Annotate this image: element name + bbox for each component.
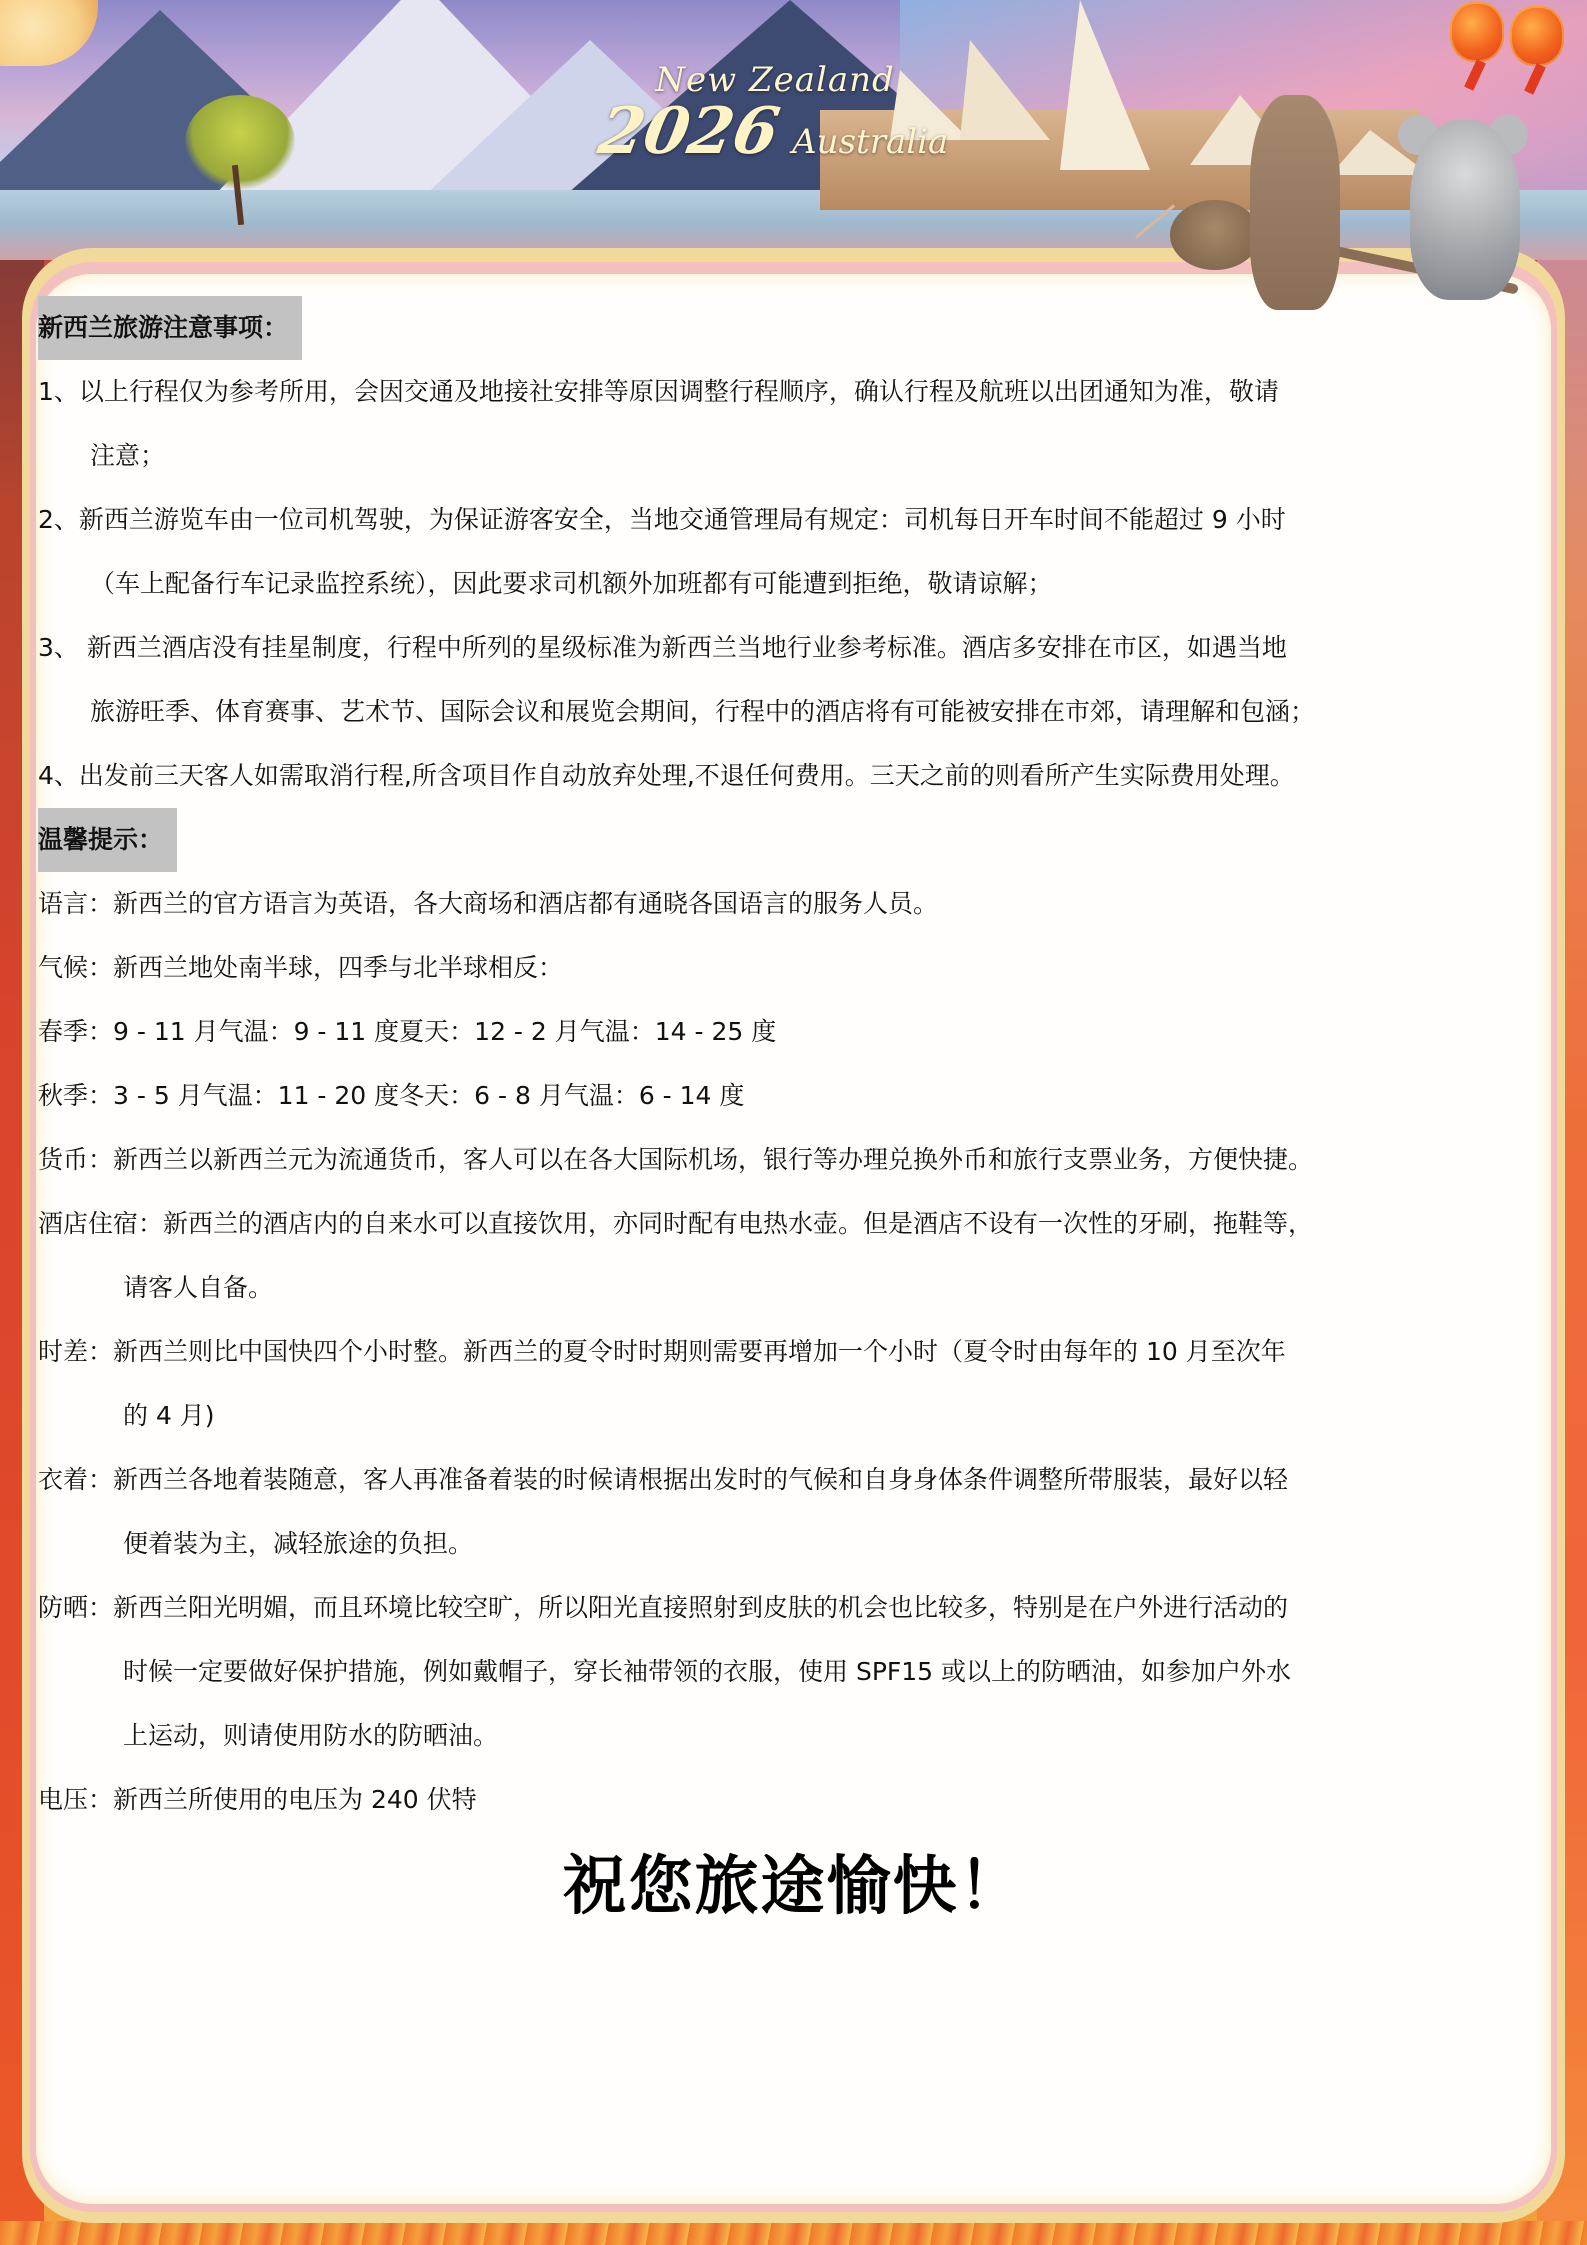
tip-hotel-line2: 请客人自备。 <box>123 1273 274 1302</box>
tips-heading: 温馨提示： <box>38 808 177 872</box>
banner-title <box>593 60 949 169</box>
tip-timezone-line1: 时差：新西兰则比中国快四个小时整。新西兰的夏令时时期则需要再增加一个小时（夏令时由每年的 10 月至次年 <box>38 1337 1286 1366</box>
tip-hotel-line1: 酒店住宿：新西兰的酒店内的自来水可以直接饮用，亦同时配有电热水壶。但是酒店不设有一次性的牙刷，拖鞋等， <box>38 1209 1314 1238</box>
kangaroo-image <box>1250 95 1340 310</box>
tip-clothing-line2: 便着装为主，减轻旅途的负担。 <box>123 1529 474 1558</box>
red-lantern-icon <box>1450 2 1504 62</box>
banner-title-australia: Australia <box>792 122 949 162</box>
notice-item-4-line1: 4、出发前三天客人如需取消行程,所含项目作自动放弃处理,不退任何费用。三天之前的则看所产生实际费用处理。 <box>38 761 1295 790</box>
red-lantern-icon <box>1510 6 1564 66</box>
koala-image <box>1410 120 1520 300</box>
tip-autumn-winter: 秋季：3 - 5 月气温：11 - 20 度冬天：6 - 8 月气温：6 - 14 度 <box>38 1081 745 1110</box>
tip-clothing-line1: 衣着：新西兰各地着装随意，客人再准备着装的时候请根据出发时的气候和自身身体条件调整所带服装，最好以轻 <box>38 1465 1289 1494</box>
tip-sunscreen-line2: 时候一定要做好保护措施，例如戴帽子，穿长袖带领的衣服，使用 SPF15 或以上的防晒油，如参加户外水 <box>123 1657 1292 1686</box>
closing-wish: 祝您旅途愉快！ <box>562 1850 1025 1924</box>
tip-timezone-line2: 的 4 月) <box>123 1401 215 1430</box>
notice-item-2-line1: 2、新西兰游览车由一位司机驾驶，为保证游客安全，当地交通管理局有规定：司机每日开车时间不能超过 9 小时 <box>38 505 1286 534</box>
header-banner <box>0 0 1587 260</box>
tip-language: 语言：新西兰的官方语言为英语，各大商场和酒店都有通晓各国语言的服务人员。 <box>38 889 939 918</box>
notice-section <box>38 296 1438 808</box>
kiwi-bird-image <box>1170 200 1260 270</box>
banner-year: 2026 <box>593 94 785 169</box>
notice-item-1-line2: 注意； <box>90 441 166 470</box>
notice-item-1-line1: 1、以上行程仅为参考所用，会因交通及地接社安排等原因调整行程顺序，确认行程及航班以出团通知为准，敬请 <box>38 377 1279 406</box>
tip-spring-summer: 春季：9 - 11 月气温：9 - 11 度夏天：12 - 2 月气温：14 - 25 度 <box>38 1017 777 1046</box>
notice-item-3-line1: 3、 新西兰酒店没有挂星制度，行程中所列的星级标准为新西兰当地行业参考标准。酒店多安排在市区，如遇当地 <box>38 633 1287 662</box>
opera-house-sail <box>1060 0 1150 170</box>
tip-currency: 货币：新西兰以新西兰元为流通货币，客人可以在各大国际机场，银行等办理兑换外币和旅行支票业务，方便快捷。 <box>38 1145 1314 1174</box>
notice-heading: 新西兰旅游注意事项： <box>38 296 302 360</box>
lone-tree-image <box>185 95 295 190</box>
notice-item-3-line2: 旅游旺季、体育赛事、艺术节、国际会议和展览会期间，行程中的酒店将有可能被安排在市郊，请理解和包涵； <box>90 697 1316 726</box>
frame-bottom-border <box>0 2221 1587 2245</box>
tip-climate: 气候：新西兰地处南半球，四季与北半球相反： <box>38 953 564 982</box>
notice-item-2-line2: （车上配备行车记录监控系统），因此要求司机额外加班都有可能遭到拒绝，敬请谅解； <box>90 569 1053 598</box>
tip-voltage: 电压：新西兰所使用的电压为 240 伏特 <box>38 1785 477 1814</box>
opera-house-sail <box>960 40 1050 140</box>
banner-title-new-zealand: New Zealand <box>655 60 895 100</box>
document-body <box>38 296 1438 1832</box>
tip-sunscreen-line3: 上运动，则请使用防水的防晒油。 <box>123 1721 499 1750</box>
tips-section <box>38 808 1438 1832</box>
tip-sunscreen-line1: 防晒：新西兰阳光明媚，而且环境比较空旷，所以阳光直接照射到皮肤的机会也比较多，特别是在户外进行活动的 <box>38 1593 1289 1622</box>
